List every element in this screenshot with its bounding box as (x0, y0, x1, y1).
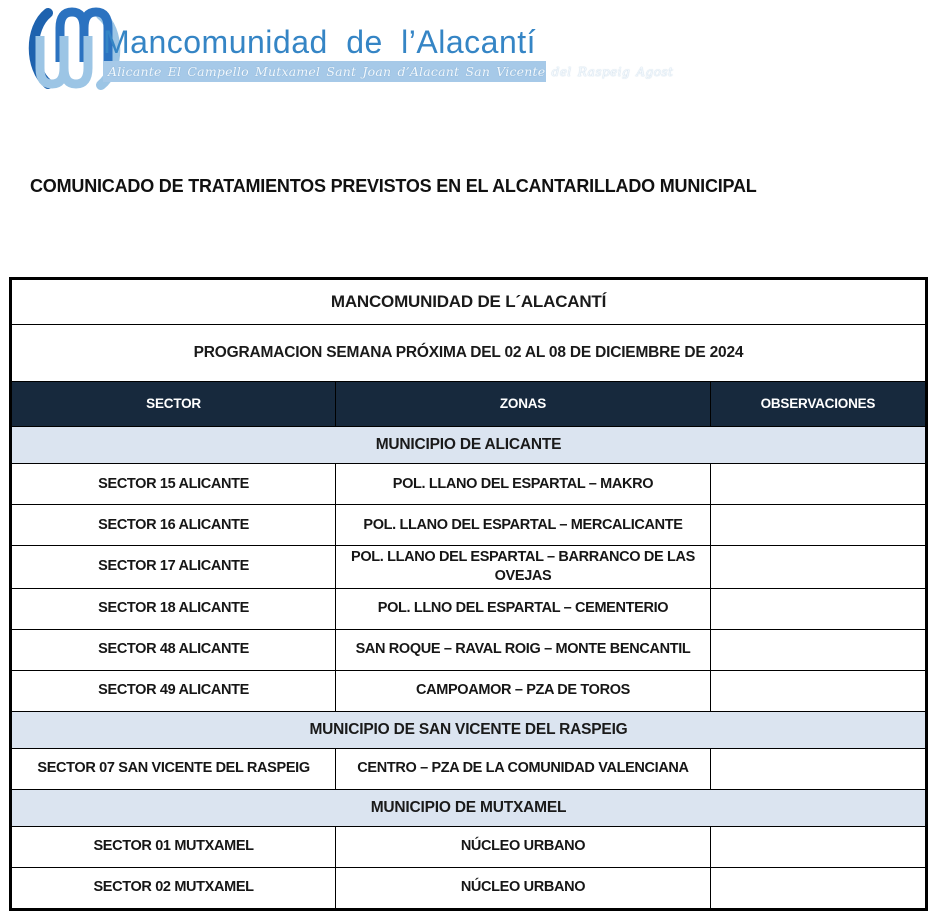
zonas-cell: SAN ROQUE – RAVAL ROIG – MONTE BENCANTIL (336, 629, 711, 670)
table-row (11, 670, 927, 711)
zonas-cell: NÚCLEO URBANO (336, 867, 711, 909)
table-subtitle-row (11, 325, 927, 382)
zonas-cell: POL. LLANO DEL ESPARTAL – MAKRO (336, 464, 711, 505)
table-row (11, 826, 927, 867)
municipality-section-row (11, 789, 927, 826)
zonas-cell: CENTRO – PZA DE LA COMUNIDAD VALENCIANA (336, 748, 711, 789)
table-subtitle: PROGRAMACION SEMANA PRÓXIMA DEL 02 AL 08 DE DICIEMBRE DE 2024 (11, 325, 927, 382)
zonas-cell: CAMPOAMOR – PZA DE TOROS (336, 670, 711, 711)
column-header-observaciones: OBSERVACIONES (710, 382, 926, 427)
table-row (11, 546, 927, 589)
municipality-section-label: MUNICIPIO DE SAN VICENTE DEL RASPEIG (11, 711, 927, 748)
column-header-sector: SECTOR (11, 382, 336, 427)
municipalities-list: Alicante El Campello Mutxamel Sant Joan d’Alacant San Vicente del Raspeig Agost (108, 64, 674, 79)
table-row (11, 748, 927, 789)
sector-cell: SECTOR 15 ALICANTE (11, 464, 336, 505)
sector-cell: SECTOR 17 ALICANTE (11, 546, 336, 589)
sector-cell: SECTOR 07 SAN VICENTE DEL RASPEIG (11, 748, 336, 789)
observaciones-cell (710, 546, 926, 589)
observaciones-cell (710, 588, 926, 629)
column-header-zonas: ZONAS (336, 382, 711, 427)
table-row (11, 588, 927, 629)
document-title: COMUNICADO DE TRATAMIENTOS PREVISTOS EN EL ALCANTARILLADO MUNICIPAL (30, 176, 757, 196)
observaciones-cell (710, 748, 926, 789)
zonas-cell: POL. LLNO DEL ESPARTAL – CEMENTERIO (336, 588, 711, 629)
table-title-row (11, 279, 927, 325)
observaciones-cell (710, 867, 926, 909)
table-row (11, 505, 927, 546)
zonas-cell: POL. LLANO DEL ESPARTAL – MERCALICANTE (336, 505, 711, 546)
table-row (11, 629, 927, 670)
municipality-section-label: MUNICIPIO DE ALICANTE (11, 427, 927, 464)
table-row (11, 464, 927, 505)
observaciones-cell (710, 670, 926, 711)
sector-cell: SECTOR 48 ALICANTE (11, 629, 336, 670)
column-header-row (11, 382, 927, 427)
sector-cell: SECTOR 02 MUTXAMEL (11, 867, 336, 909)
table-title: MANCOMUNIDAD DE L´ALACANTÍ (11, 279, 927, 325)
sector-cell: SECTOR 16 ALICANTE (11, 505, 336, 546)
table-row (11, 867, 927, 909)
municipality-section-row (11, 427, 927, 464)
sector-cell: SECTOR 01 MUTXAMEL (11, 826, 336, 867)
org-name: Mancomunidad de l’Alacantí (103, 24, 537, 60)
sector-cell: SECTOR 18 ALICANTE (11, 588, 336, 629)
municipality-section-row (11, 711, 927, 748)
observaciones-cell (710, 629, 926, 670)
observaciones-cell (710, 505, 926, 546)
treatment-schedule-table (9, 277, 928, 911)
observaciones-cell (710, 464, 926, 505)
municipalities-band (103, 61, 674, 82)
sector-cell: SECTOR 49 ALICANTE (11, 670, 336, 711)
municipality-section-label: MUNICIPIO DE MUTXAMEL (11, 789, 927, 826)
observaciones-cell (710, 826, 926, 867)
zonas-cell: POL. LLANO DEL ESPARTAL – BARRANCO DE LAS OVEJAS (336, 546, 711, 589)
zonas-cell: NÚCLEO URBANO (336, 826, 711, 867)
